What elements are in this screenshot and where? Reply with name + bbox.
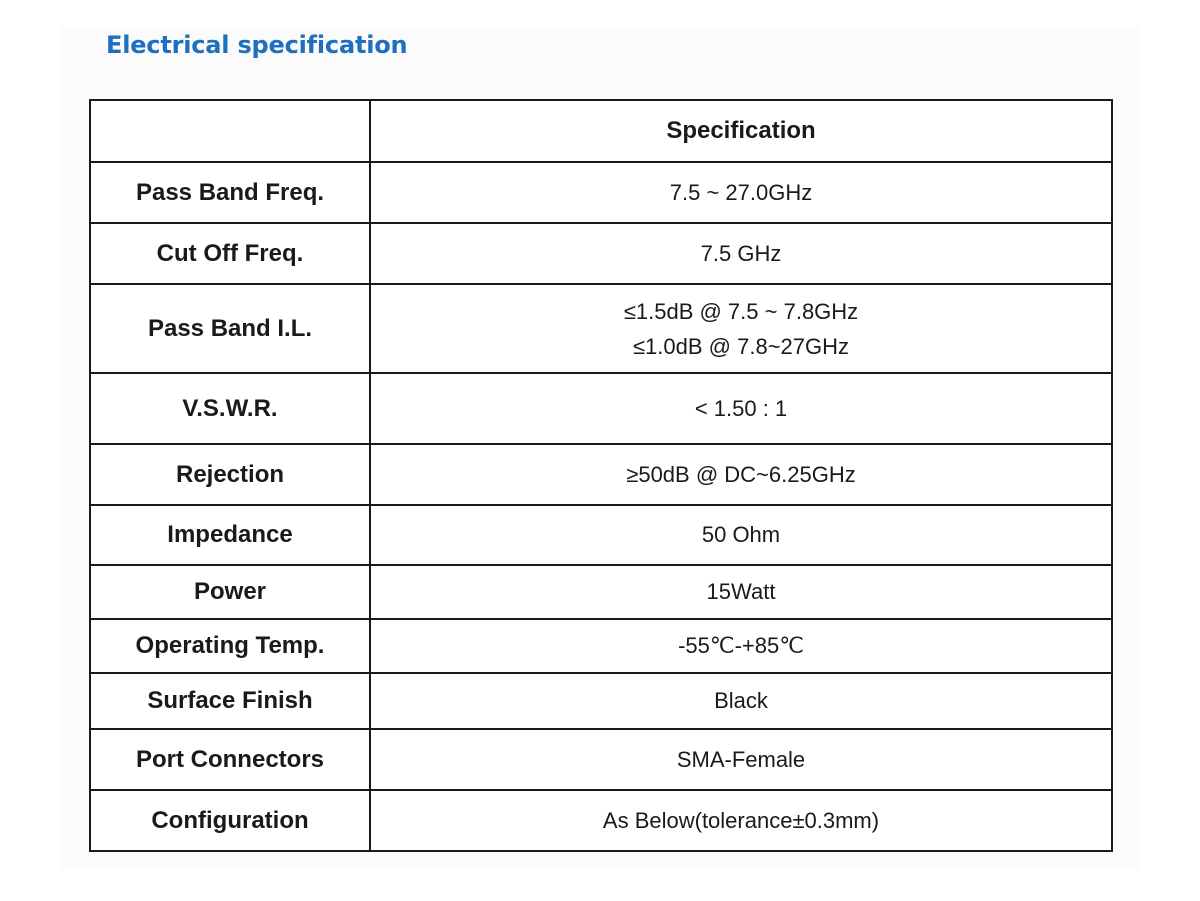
param-power: Power	[90, 565, 370, 619]
value-surface-finish: Black	[370, 673, 1112, 729]
value-impedance: 50 Ohm	[370, 505, 1112, 565]
param-rejection: Rejection	[90, 444, 370, 505]
value-rejection: ≥50dB @ DC~6.25GHz	[370, 444, 1112, 505]
table-row-pass-band-freq	[90, 162, 1112, 223]
header-specification: Specification	[370, 100, 1112, 162]
section-title: Electrical specification	[106, 31, 408, 59]
table-header-row	[90, 100, 1112, 162]
param-surface-finish: Surface Finish	[90, 673, 370, 729]
value-vswr: < 1.50 : 1	[370, 373, 1112, 444]
electrical-spec-table	[89, 99, 1113, 852]
param-port-connectors: Port Connectors	[90, 729, 370, 790]
table-row-vswr	[90, 373, 1112, 444]
table-row-cut-off-freq	[90, 223, 1112, 284]
table-row-impedance	[90, 505, 1112, 565]
table-row-operating-temp	[90, 619, 1112, 673]
table-row-surface-finish	[90, 673, 1112, 729]
param-vswr: V.S.W.R.	[90, 373, 370, 444]
param-impedance: Impedance	[90, 505, 370, 565]
value-pass-band-freq: 7.5 ~ 27.0GHz	[370, 162, 1112, 223]
table-row-port-connectors	[90, 729, 1112, 790]
param-pass-band-il: Pass Band I.L.	[90, 284, 370, 373]
table-row-pass-band-il	[90, 284, 1112, 373]
param-pass-band-freq: Pass Band Freq.	[90, 162, 370, 223]
param-operating-temp: Operating Temp.	[90, 619, 370, 673]
value-power: 15Watt	[370, 565, 1112, 619]
param-configuration: Configuration	[90, 790, 370, 851]
table-row-rejection	[90, 444, 1112, 505]
value-pass-band-il-line-1: ≤1.5dB @ 7.5 ~ 7.8GHz	[623, 298, 859, 324]
value-port-connectors: SMA-Female	[370, 729, 1112, 790]
header-param-cell	[90, 100, 370, 162]
value-pass-band-il-line-2: ≤1.0dB @ 7.8~27GHz	[632, 333, 850, 359]
value-pass-band-il	[370, 284, 1112, 373]
value-operating-temp: -55℃-+85℃	[370, 619, 1112, 673]
table-row-configuration	[90, 790, 1112, 851]
value-configuration: As Below(tolerance±0.3mm)	[370, 790, 1112, 851]
value-cut-off-freq: 7.5 GHz	[370, 223, 1112, 284]
table-row-power	[90, 565, 1112, 619]
param-cut-off-freq: Cut Off Freq.	[90, 223, 370, 284]
